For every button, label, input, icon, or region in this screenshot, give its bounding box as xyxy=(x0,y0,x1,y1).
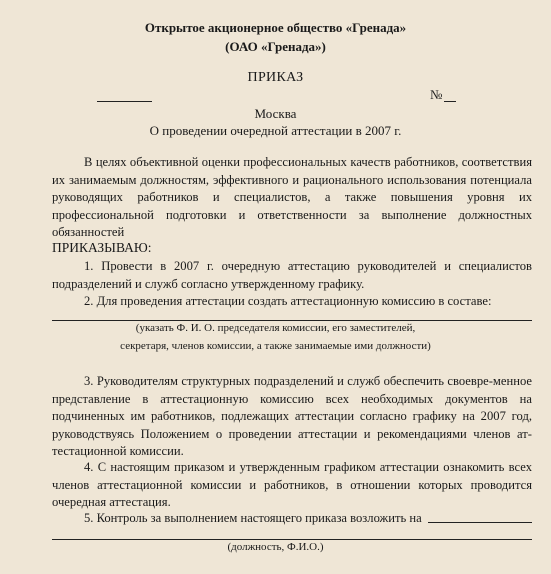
order-word: ПРИКАЗЫВАЮ: xyxy=(52,240,152,255)
control-blank-line-2 xyxy=(52,539,532,540)
commission-hint-line-2: секретаря, членов комиссии, а также занимаемые ими должности) xyxy=(120,340,431,352)
commission-blank-line xyxy=(52,320,532,321)
item-1-text: 1. Провести в 2007 г. очередную аттестацию руководителей и специалистов подразделений и служб согласно утвержденному графику. xyxy=(52,259,532,291)
doc-subject: О проведении очередной аттестации в 2007 г. xyxy=(149,123,402,138)
preamble-paragraph xyxy=(52,154,532,242)
preamble-text: В целях объективной оценки профессиональных качеств работников, соответствия их занимаемым должностям, эффективного и рационального использования потенциала руководящих работников и специалистов, а также повышения уровня их профессиональной подготовки и ответственности за выполнение должностных обязанностей xyxy=(52,155,532,240)
date-blank-line xyxy=(97,101,152,102)
item-3-text: 3. Руководителям структурных подразделений и служб обеспечить своевре-менное представление в аттестационную комиссию всех необходимых документов на подчиненных им работников, подлежащих аттестации согласно графику на 2007 год, руководствуясь Положением о проведении аттестации и рекомендациями членов ат-тестационной комиссии. xyxy=(52,374,532,459)
doc-title: ПРИКАЗ xyxy=(247,70,304,85)
item-5-text: 5. Контроль за выполнением настоящего приказа возложить на xyxy=(84,511,422,525)
doc-city: Москва xyxy=(254,106,297,121)
org-name: Открытое акционерное общество «Гренада» xyxy=(144,20,407,35)
item-5-paragraph xyxy=(52,510,532,528)
item-4-paragraph xyxy=(52,459,532,512)
control-hint: (должность, Ф.И.О.) xyxy=(227,541,324,553)
doc-number-label: № xyxy=(430,87,443,102)
commission-hint-line-1: (указать Ф. И. О. председателя комиссии, его заместителей, xyxy=(135,322,416,334)
item-1-paragraph xyxy=(52,258,532,293)
org-short-name: (ОАО «Гренада») xyxy=(225,39,326,54)
doc-number-blank-line xyxy=(444,101,456,102)
item-2-text: 2. Для проведения аттестации создать аттестационную комиссию в составе: xyxy=(84,294,492,308)
item-4-text: 4. С настоящим приказом и утвержденным графиком аттестации ознакомить всех членов аттестационной комиссии и работников, в отношении которых проводится очередная аттестация. xyxy=(52,460,532,510)
item-2-paragraph xyxy=(52,293,532,311)
item-3-paragraph xyxy=(52,373,532,461)
control-blank-line-1 xyxy=(428,522,532,523)
